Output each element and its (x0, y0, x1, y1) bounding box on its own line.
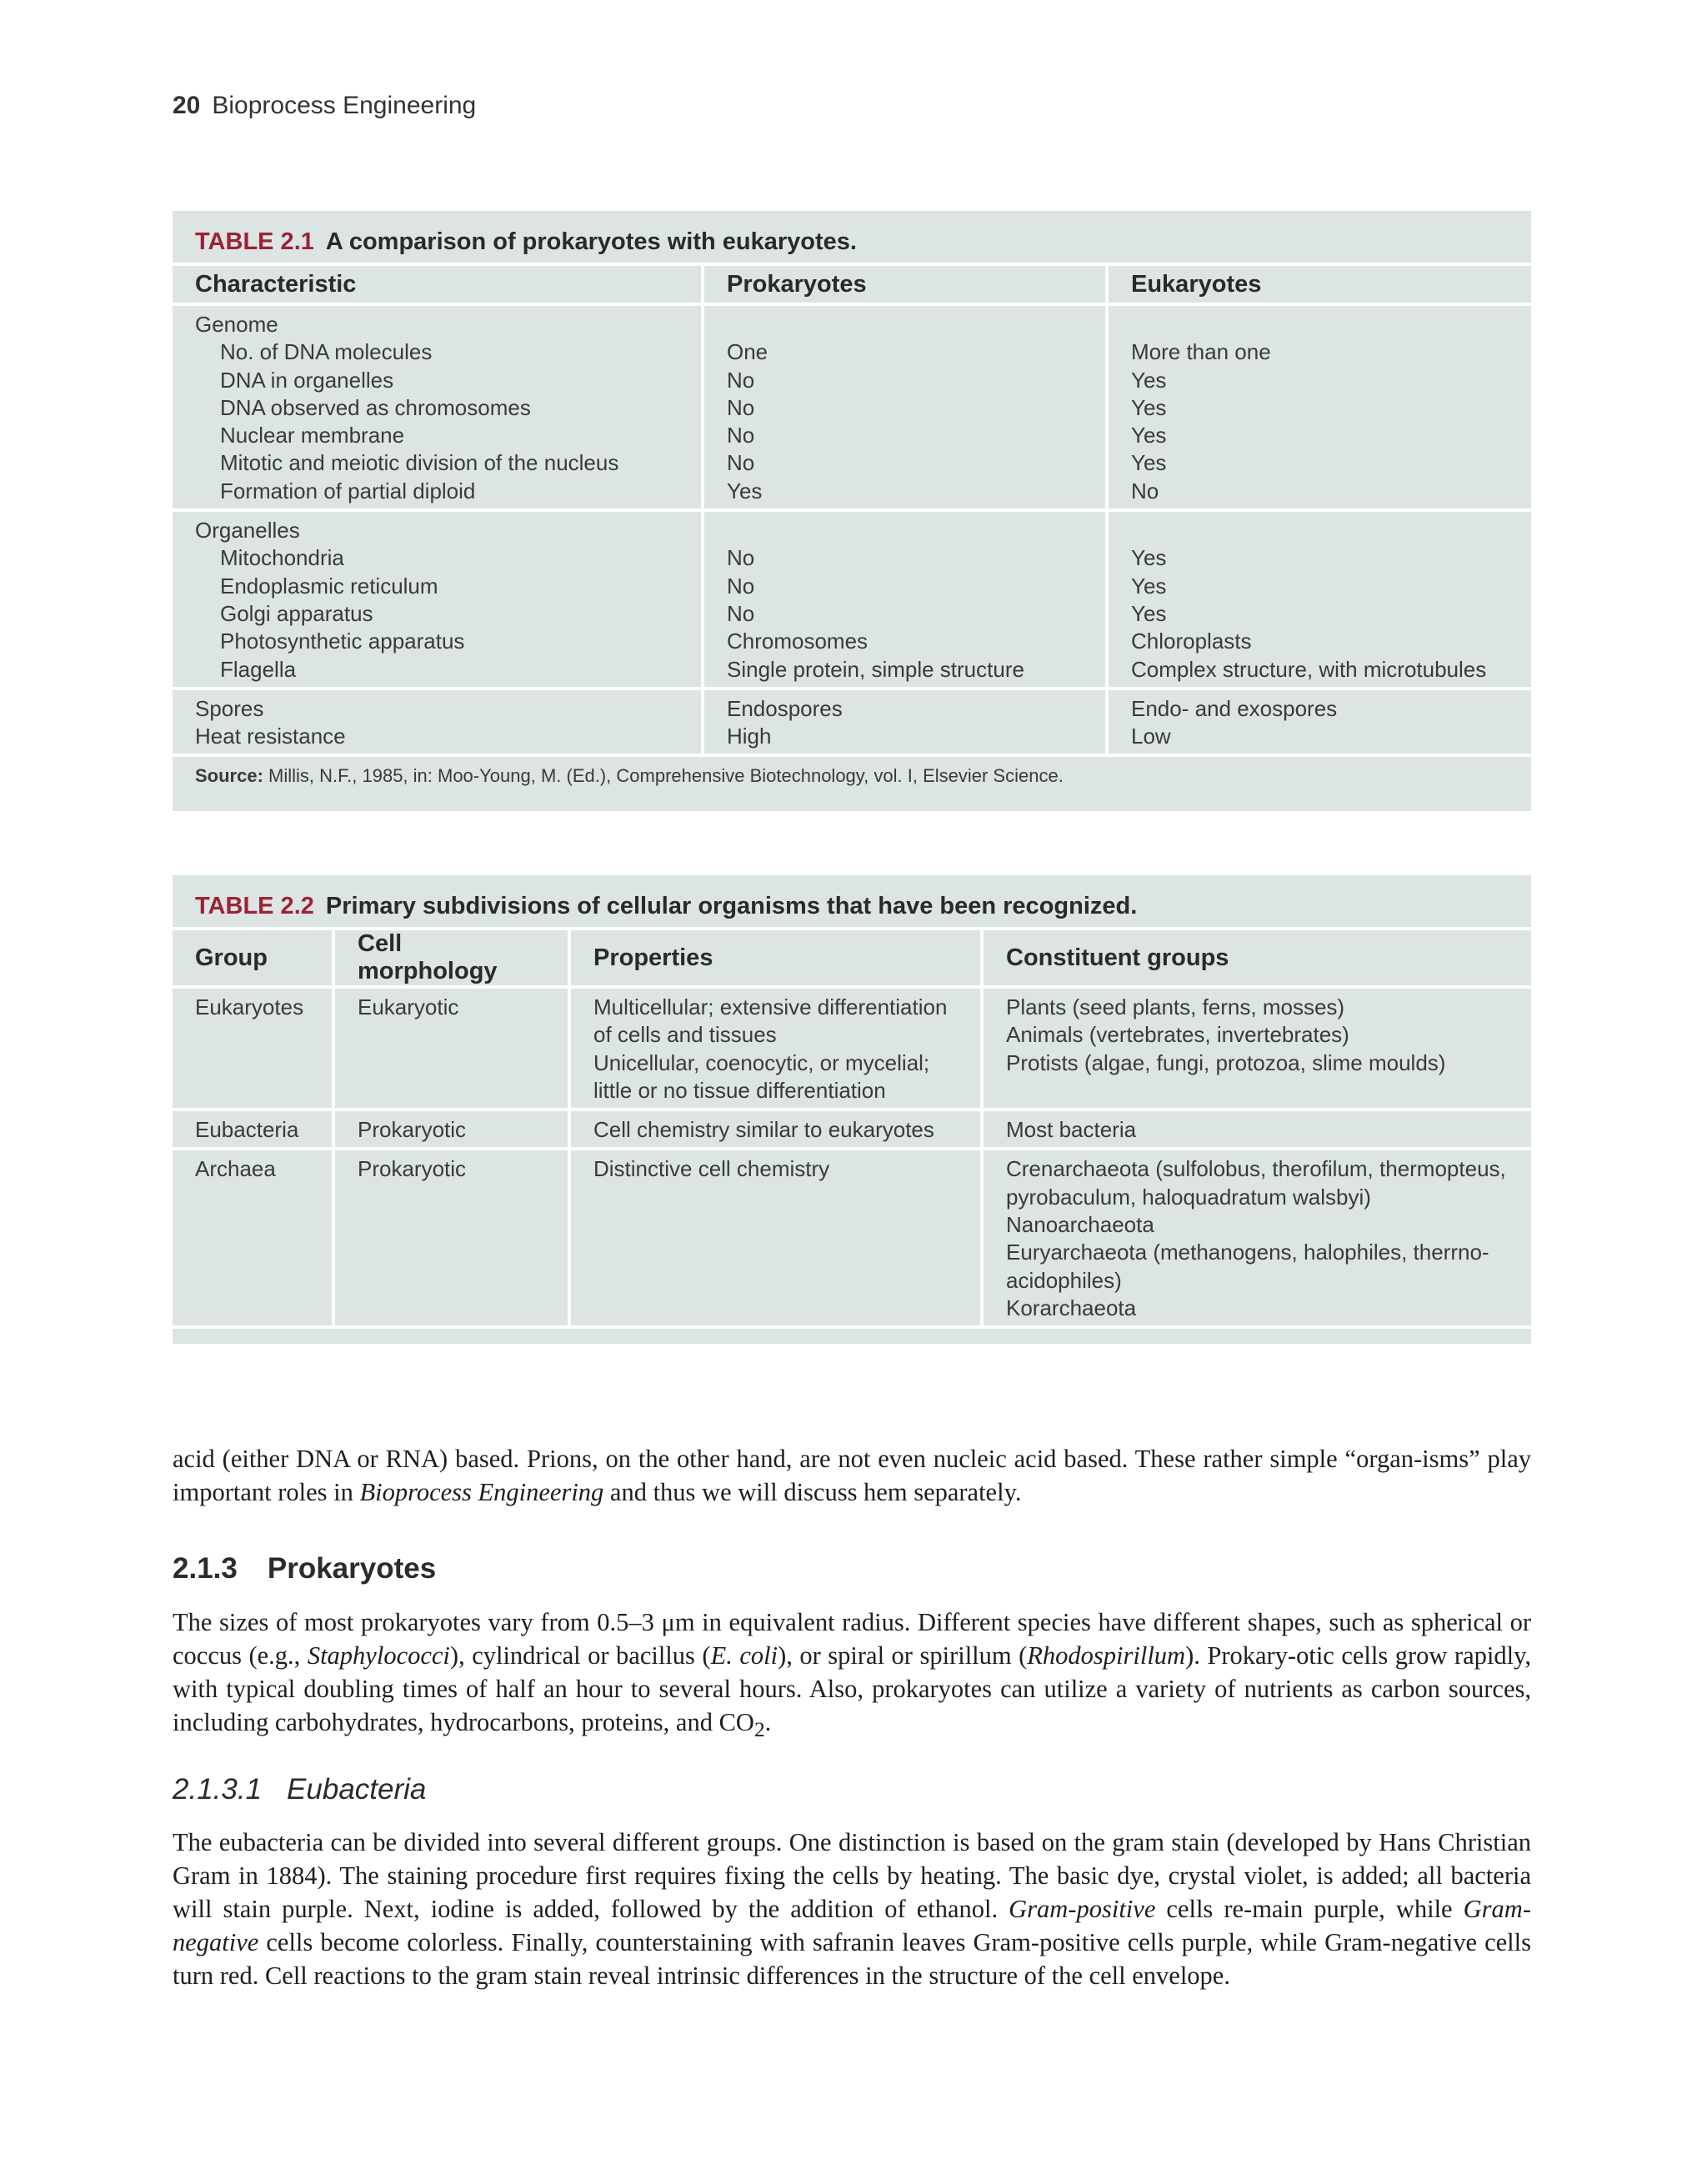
eukaryotes-cell (1107, 689, 1531, 754)
cell-text: Yes (1131, 545, 1167, 571)
column-header: Cell morphology (333, 930, 569, 987)
group-heading: Genome (195, 312, 278, 337)
morphology-cell: Prokaryotic (333, 1149, 569, 1325)
cell-text: No. of DNA molecules (220, 339, 433, 365)
italic-text: Gram-positive (1009, 1895, 1156, 1923)
eukaryotes-cell (1107, 304, 1531, 510)
table-row (173, 1149, 1531, 1325)
cell-text: acidophiles) (1006, 1267, 1122, 1293)
running-head (173, 92, 476, 120)
group-heading: Organelles (195, 518, 300, 543)
cell-text: No (727, 367, 755, 393)
cell-text: Flagella (220, 656, 297, 682)
cell-text: of cells and tissues (593, 1022, 777, 1048)
constituents-cell (982, 1110, 1531, 1149)
table-label: TABLE 2.1 (195, 228, 314, 255)
running-title: Bioprocess Engineering (212, 92, 477, 119)
cell-text: Korarchaeota (1006, 1295, 1137, 1320)
cell-text: Yes (1131, 573, 1167, 599)
properties-cell (569, 1110, 982, 1149)
cell-text: No (727, 423, 755, 448)
prokaryotes-cell (703, 689, 1107, 754)
source-label: Source: (195, 765, 263, 787)
table-title: Primary subdivisions of cellular organisms that have been recognized. (325, 893, 1138, 919)
text-span: and thus we will discuss hem separately. (603, 1478, 1022, 1506)
comparison-table (173, 266, 1531, 754)
cell-text: Endospores (727, 695, 843, 721)
cell-text: Endoplasmic reticulum (220, 573, 438, 599)
cell-text: No (1131, 478, 1159, 503)
cell-text: Yes (1131, 394, 1167, 420)
cell-text: No (727, 450, 755, 476)
morphology-cell: Prokaryotic (333, 1110, 569, 1149)
section-heading (173, 1552, 436, 1585)
table-label: TABLE 2.2 (195, 893, 314, 919)
text-span: ). Prokary-otic cells grow rapidly, with typical doubling times of half an hour to several hours. Also, prokaryotes can utilize a variety of nutrients as carbon sources, including carbohydrates, hydrocarbons, proteins, and CO (173, 1641, 1531, 1736)
cell-text: Chloroplasts (1131, 629, 1252, 654)
column-header: Characteristic (173, 266, 703, 304)
group-cell: Eukaryotes (173, 987, 333, 1110)
section-number: 2.1.3 (173, 1552, 238, 1585)
subsection-heading (173, 1773, 426, 1806)
cell-text: Low (1131, 724, 1171, 749)
cell-text: Animals (vertebrates, invertebrates) (1006, 1022, 1349, 1048)
cell-text: Mitotic and meiotic division of the nucleus (220, 450, 619, 476)
italic-text: E. coli (710, 1641, 778, 1670)
cell-text: More than one (1131, 339, 1271, 365)
characteristic-cell (173, 510, 703, 689)
text-span: acid (either DNA or RNA) based. Prions, on the other hand, are not even nucleic acid based. These rather simple “organ-isms” play important roles in (173, 1445, 1531, 1506)
cell-text: No (727, 573, 755, 599)
cell-text: Yes (1131, 367, 1167, 393)
prokaryotes-cell (703, 510, 1107, 689)
morphology-cell: Eukaryotic (333, 987, 569, 1110)
table-row (173, 987, 1531, 1110)
cell-text: Euryarchaeota (methanogens, halophiles, therrno- (1006, 1240, 1489, 1265)
page-number: 20 (173, 92, 201, 119)
intro-paragraph (173, 1442, 1531, 1509)
cell-text: Nuclear membrane (220, 423, 405, 448)
text-span: . (764, 1708, 772, 1736)
prokaryotes-cell (703, 304, 1107, 510)
cell-text: Nanoarchaeota (1006, 1212, 1154, 1238)
cell-text: Heat resistance (195, 724, 346, 749)
italic-text: Staphylococci (307, 1641, 450, 1670)
table-row (173, 689, 1531, 754)
text-span: ), or spiral or spirillum ( (778, 1641, 1028, 1670)
cell-text: DNA in organelles (220, 367, 394, 393)
group-cell: Eubacteria (173, 1110, 333, 1149)
table-caption (173, 211, 1531, 266)
italic-text: Gram-negative (173, 1895, 1531, 1956)
eukaryotes-cell (1107, 510, 1531, 689)
cell-text: Golgi apparatus (220, 600, 373, 626)
table-2-2 (173, 875, 1531, 1344)
table-footer (173, 1325, 1531, 1357)
italic-text: Rhodospirillum (1027, 1641, 1186, 1670)
cell-text: Cell chemistry similar to eukaryotes (593, 1117, 934, 1143)
cell-text: No (727, 600, 755, 626)
column-header: Properties (569, 930, 982, 987)
column-header: Prokaryotes (703, 266, 1107, 304)
cell-text: Protists (algae, fungi, protozoa, slime moulds) (1006, 1049, 1446, 1075)
constituents-cell (982, 987, 1531, 1110)
cell-text: High (727, 724, 772, 749)
table-title: A comparison of prokaryotes with eukaryotes. (325, 228, 857, 255)
cell-text: pyrobaculum, haloquadratum walsbyi) (1006, 1184, 1371, 1210)
properties-cell (569, 987, 982, 1110)
cell-text: Single protein, simple structure (727, 656, 1024, 682)
properties-cell (569, 1149, 982, 1325)
cell-text: No (727, 394, 755, 420)
characteristic-cell (173, 689, 703, 754)
cell-text: Endo- and exospores (1131, 695, 1338, 721)
table-row (173, 1110, 1531, 1149)
cell-text: Crenarchaeota (sulfolobus, therofilum, thermopteus, (1006, 1156, 1506, 1182)
cell-text: Chromosomes (727, 629, 869, 654)
table-2-1 (173, 211, 1531, 811)
cell-text: Distinctive cell chemistry (593, 1156, 830, 1182)
cell-text: Unicellular, coenocytic, or mycelial; (593, 1049, 930, 1075)
cell-text: Complex structure, with microtubules (1131, 656, 1487, 682)
subdivisions-table (173, 930, 1531, 1325)
group-cell: Archaea (195, 1156, 276, 1182)
cell-text: Yes (1131, 450, 1167, 476)
characteristic-cell (173, 304, 703, 510)
subsection-number: 2.1.3.1 (173, 1773, 263, 1806)
constituents-cell (982, 1149, 1531, 1325)
eubacteria-paragraph (173, 1826, 1531, 1992)
source-text: Millis, N.F., 1985, in: Moo-Young, M. (Ed.), Comprehensive Biotechnology, vol. I, Elsevier Science. (268, 765, 1064, 787)
cell-text: One (727, 339, 768, 365)
prokaryotes-paragraph (173, 1605, 1531, 1746)
cell-text: Spores (195, 695, 264, 721)
cell-text: Photosynthetic apparatus (220, 629, 465, 654)
cell-text: DNA observed as chromosomes (220, 394, 531, 420)
table-caption (173, 875, 1531, 930)
subscript: 2 (753, 1718, 765, 1742)
text-span: The eubacteria can be divided into several different groups. One distinction is based on the gram stain (developed by Hans Christian Gram in 1884). The staining procedure first requires fixing the cells by heating. The basic dye, crystal violet, is added; all bacteria will stain purple. Next, iodine is added, followed by the addition of ethanol. (173, 1828, 1531, 1923)
text-span: ), cylindrical or bacillus ( (449, 1641, 711, 1670)
cell-text: Yes (1131, 600, 1167, 626)
cell-text: No (727, 545, 755, 571)
cell-text: Most bacteria (1006, 1117, 1137, 1143)
subsection-title: Eubacteria (287, 1773, 427, 1806)
cell-text: Formation of partial diploid (220, 478, 476, 503)
section-title: Prokaryotes (267, 1552, 437, 1585)
cell-text: Yes (1131, 423, 1167, 448)
table-row (173, 510, 1531, 689)
cell-text: Yes (727, 478, 763, 503)
column-header: Group (173, 930, 333, 987)
text-span: cells re-main purple, while (1155, 1895, 1464, 1923)
table-row (173, 304, 1531, 510)
text-span: cells become colorless. Finally, counterstaining with safranin leaves Gram-positive cells purple, while Gram-negative cells turn red. Cell reactions to the gram stain reveal intrinsic differences in the structure of the cell envelope. (173, 1928, 1531, 1990)
column-header: Eukaryotes (1107, 266, 1531, 304)
cell-text: Mitochondria (220, 545, 344, 571)
cell-text: little or no tissue differentiation (593, 1077, 886, 1103)
cell-text: Plants (seed plants, ferns, mosses) (1006, 994, 1345, 1019)
text-span: The sizes of most prokaryotes vary from 0.5–3 μm in equivalent radius. Different species have different shapes, such as spherical or coccus (e.g., (173, 1608, 1531, 1670)
table-source-note (173, 754, 1531, 799)
column-header: Constituent groups (982, 930, 1531, 987)
italic-text: Bioprocess Engineering (359, 1478, 604, 1506)
cell-text: Multicellular; extensive differentiation (593, 994, 948, 1019)
